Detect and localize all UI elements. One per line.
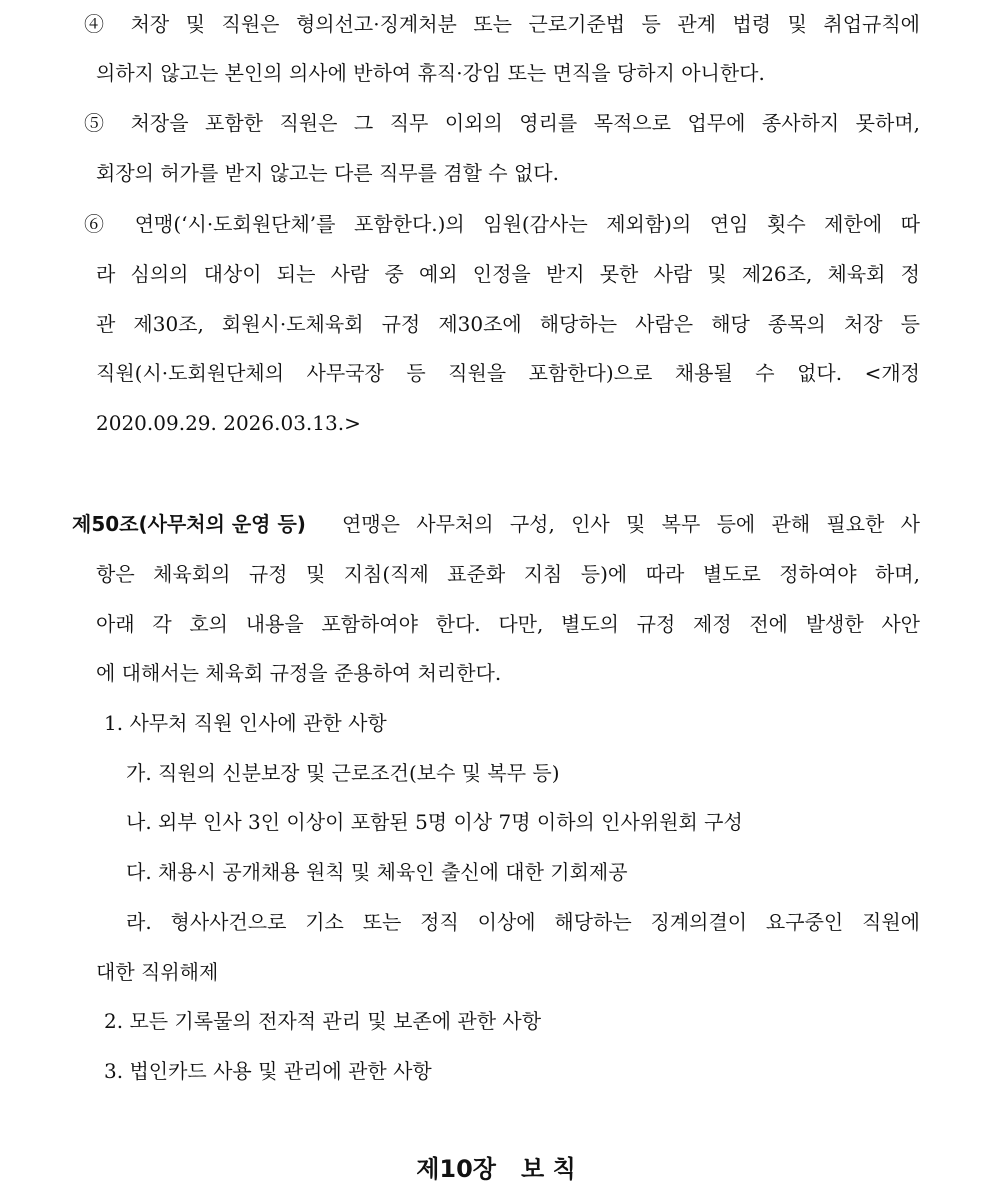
item6-line1: ⑥ 연맹(‘시·도회원단체’를 포함한다.)의 임원(감사는 제외함)의 연임 횟수 제한에 따 bbox=[84, 212, 920, 236]
article50-body-line2: 항은 체육회의 규정 및 지침(직제 표준화 지침 등)에 따라 별도로 정하여야 하며, bbox=[96, 562, 920, 586]
article50-body-line3: 아래 각 호의 내용을 포함하여야 한다. 다만, 별도의 규정 제정 전에 발생한 사안 bbox=[96, 612, 920, 636]
item6-line2: 라 심의의 대상이 되는 사람 중 예외 인정을 받지 못한 사람 및 제26조, 체육회 정 bbox=[96, 262, 920, 286]
item4-line2: 의하지 않고는 본인의 의사에 반하여 휴직·강임 또는 면직을 당하지 아니한다. bbox=[96, 61, 765, 85]
item6-line5: 2020.09.29. 2026.03.13.> bbox=[96, 411, 361, 435]
list-item-1: 1. 사무처 직원 인사에 관한 사항 bbox=[104, 711, 387, 735]
article50-heading: 제50조(사무처의 운영 등) bbox=[72, 512, 306, 536]
article50-body-line1: 연맹은 사무처의 구성, 인사 및 복무 등에 관해 필요한 사 bbox=[342, 512, 920, 536]
item5-line2: 회장의 허가를 받지 않고는 다른 직무를 겸할 수 없다. bbox=[96, 161, 559, 185]
list-item-3: 3. 법인카드 사용 및 관리에 관한 사항 bbox=[104, 1059, 432, 1083]
item5-line1: ⑤ 처장을 포함한 직원은 그 직무 이외의 영리를 목적으로 업무에 종사하지 못하며, bbox=[84, 111, 920, 135]
item6-line3: 관 제30조, 회원시·도체육회 규정 제30조에 해당하는 사람은 해당 종목의 처장 등 bbox=[96, 312, 920, 336]
article50-body-line4: 에 대해서는 체육회 규정을 준용하여 처리한다. bbox=[96, 661, 502, 685]
item6-line4: 직원(시·도회원단체의 사무국장 등 직원을 포함한다)으로 채용될 수 없다. <개정 bbox=[96, 361, 920, 385]
list-item-1-ra-line2: 대한 직위해제 bbox=[96, 960, 219, 984]
list-item-2: 2. 모든 기록물의 전자적 관리 및 보존에 관한 사항 bbox=[104, 1009, 542, 1033]
list-item-1-na: 나. 외부 인사 3인 이상이 포함된 5명 이상 7명 이하의 인사위원회 구성 bbox=[126, 810, 743, 834]
list-item-1-ra-line1: 라. 형사사건으로 기소 또는 정직 이상에 해당하는 징계의결이 요구중인 직원에 bbox=[126, 910, 920, 934]
article50-first-line bbox=[72, 512, 920, 536]
item4-line1: ④ 처장 및 직원은 형의선고·징계처분 또는 근로기준법 등 관계 법령 및 취업규칙에 bbox=[84, 12, 920, 36]
chapter-title: 제10장 보 칙 bbox=[416, 1155, 576, 1183]
list-item-1-da: 다. 채용시 공개채용 원칙 및 체육인 출신에 대한 기회제공 bbox=[126, 860, 628, 884]
list-item-1-ga: 가. 직원의 신분보장 및 근로조건(보수 및 복무 등) bbox=[126, 761, 560, 785]
